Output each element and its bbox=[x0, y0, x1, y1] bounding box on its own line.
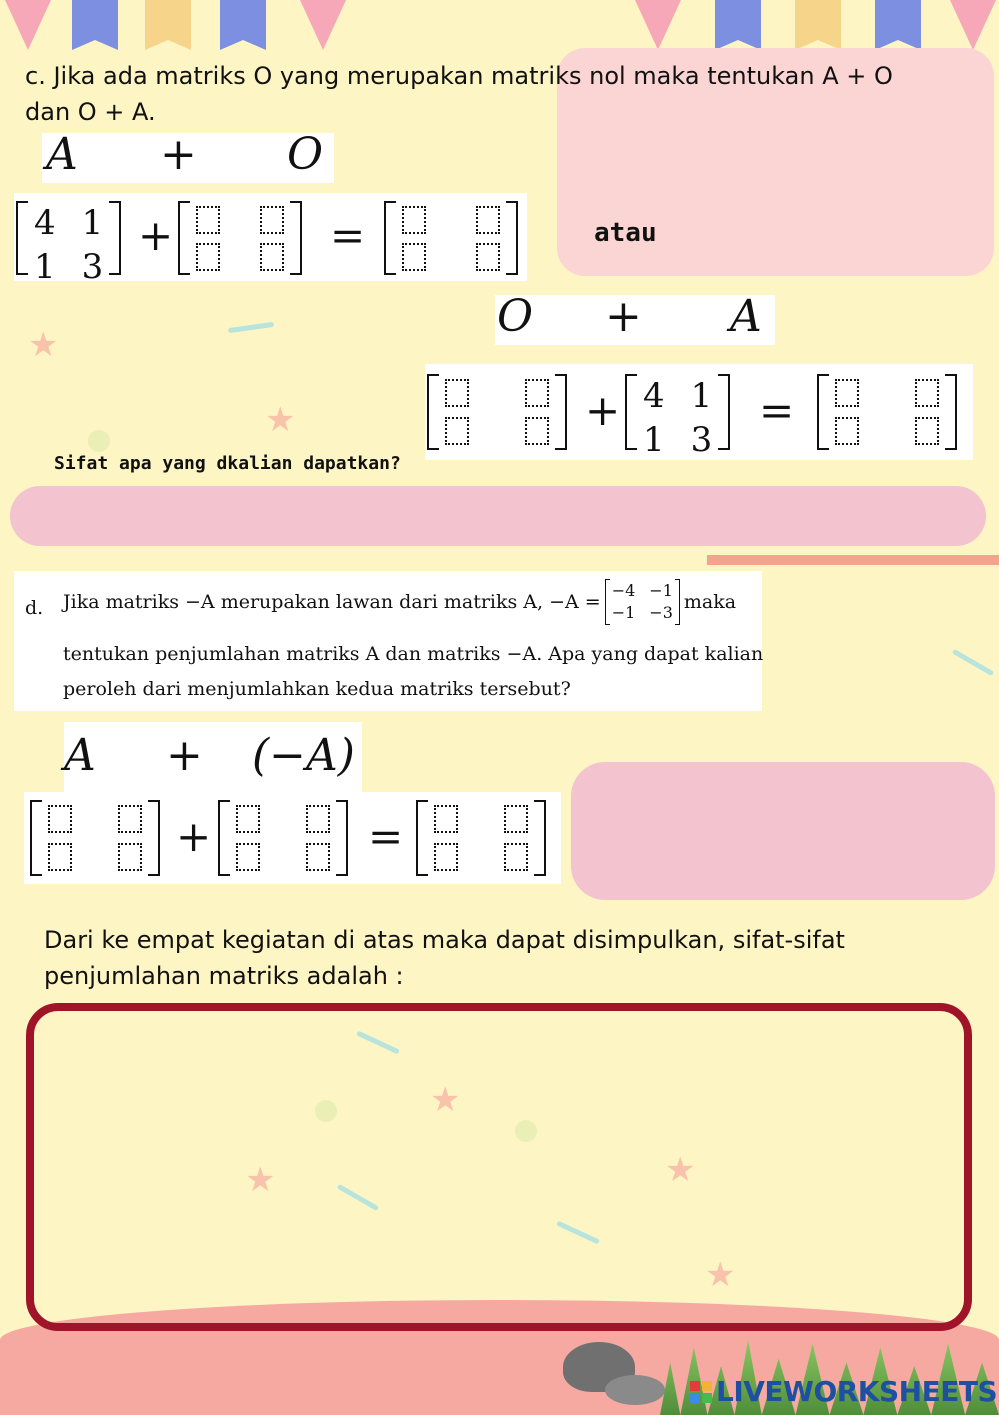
expr-o-plus-a bbox=[495, 291, 775, 345]
divider-line bbox=[707, 555, 999, 565]
rock-decoration bbox=[605, 1375, 665, 1405]
input-box[interactable] bbox=[48, 843, 72, 871]
matrix-o-input bbox=[427, 374, 567, 450]
instruction-d-text-before: Jika matriks −A merupakan lawan dari matriks A, −A = bbox=[63, 590, 601, 613]
instruction-c-line1: c. Jika ada matriks O yang merupakan matriks nol maka tentukan A + O bbox=[25, 62, 893, 90]
input-box[interactable] bbox=[196, 206, 220, 234]
bunting-left bbox=[0, 0, 360, 60]
dash-decoration bbox=[952, 649, 994, 676]
neg-matrix-a-21: −1 bbox=[611, 603, 636, 622]
dot-decoration bbox=[88, 430, 110, 452]
input-box[interactable] bbox=[915, 379, 939, 407]
star-decoration: ★ bbox=[705, 1255, 736, 1295]
equation-o-plus-a bbox=[425, 364, 973, 460]
input-box[interactable] bbox=[835, 379, 859, 407]
input-box[interactable] bbox=[525, 379, 549, 407]
matrix-a bbox=[625, 374, 730, 460]
equals-sign: = bbox=[330, 211, 366, 260]
expr-a-plus-neg-a bbox=[64, 722, 362, 792]
symbol-o: O bbox=[287, 129, 324, 180]
input-box[interactable] bbox=[476, 243, 500, 271]
atau-label: atau bbox=[594, 218, 657, 248]
equals-sign: = bbox=[368, 812, 404, 861]
input-box[interactable] bbox=[445, 379, 469, 407]
equation-a-plus-o bbox=[14, 193, 527, 287]
instruction-d-line3: peroleh dari menjumlahkan kedua matriks tersebut? bbox=[63, 678, 571, 700]
star-decoration: ★ bbox=[245, 1160, 276, 1200]
input-box[interactable] bbox=[196, 243, 220, 271]
plus-sign: + bbox=[585, 386, 621, 435]
matrix-a-22: 3 bbox=[81, 247, 104, 287]
matrix-o-input bbox=[178, 201, 302, 275]
star-decoration: ★ bbox=[665, 1150, 696, 1190]
instruction-c bbox=[25, 58, 955, 130]
input-box[interactable] bbox=[434, 805, 458, 833]
symbol-a: A bbox=[64, 730, 96, 781]
instruction-d-text-after: maka bbox=[683, 590, 737, 613]
matrix-a-11: 4 bbox=[643, 376, 665, 416]
instruction-d bbox=[14, 571, 762, 711]
answer-box-c2[interactable] bbox=[10, 486, 986, 546]
instruction-c-line2: dan O + A. bbox=[25, 98, 156, 126]
input-box[interactable] bbox=[260, 206, 284, 234]
matrix-a-12: 1 bbox=[81, 203, 104, 243]
input-box[interactable] bbox=[525, 417, 549, 445]
equals-sign: = bbox=[759, 386, 795, 435]
symbol-plus: + bbox=[160, 129, 197, 180]
neg-matrix-a-12: −1 bbox=[649, 581, 673, 600]
input-box[interactable] bbox=[236, 805, 260, 833]
matrix-result-input bbox=[416, 800, 546, 876]
symbol-plus: + bbox=[605, 291, 642, 342]
input-box[interactable] bbox=[306, 805, 330, 833]
input-box[interactable] bbox=[504, 805, 528, 833]
matrix-result-input bbox=[817, 374, 957, 450]
instruction-d-line2: tentukan penjumlahan matriks A dan matriks −A. Apa yang dapat kalian bbox=[63, 643, 764, 665]
matrix-result-input bbox=[384, 201, 518, 275]
matrix-a-12: 1 bbox=[690, 376, 713, 416]
matrix-a-21: 1 bbox=[643, 420, 665, 460]
matrix-a-22: 3 bbox=[690, 420, 713, 460]
input-box[interactable] bbox=[915, 417, 939, 445]
matrix-a-input bbox=[30, 800, 160, 876]
input-box[interactable] bbox=[402, 243, 426, 271]
conclusion-line2: penjumlahan matriks adalah : bbox=[44, 962, 404, 990]
plus-sign: + bbox=[138, 211, 174, 260]
input-box[interactable] bbox=[835, 417, 859, 445]
star-decoration: ★ bbox=[430, 1080, 461, 1120]
logo-text: LIVEWORKSHEETS bbox=[716, 1375, 998, 1408]
answer-box-d[interactable] bbox=[571, 762, 995, 900]
symbol-a: A bbox=[46, 129, 78, 180]
matrix-neg-a-input bbox=[218, 800, 348, 876]
conclusion-line1: Dari ke empat kegiatan di atas maka dapat disimpulkan, sifat-sifat bbox=[44, 926, 845, 954]
dash-decoration bbox=[228, 322, 274, 333]
input-box[interactable] bbox=[306, 843, 330, 871]
symbol-a: A bbox=[730, 291, 762, 342]
matrix-a-21: 1 bbox=[34, 247, 56, 287]
input-box[interactable] bbox=[402, 206, 426, 234]
input-box[interactable] bbox=[48, 805, 72, 833]
conclusion-text bbox=[44, 922, 944, 994]
input-box[interactable] bbox=[236, 843, 260, 871]
liveworksheets-logo bbox=[690, 1375, 997, 1408]
input-box[interactable] bbox=[476, 206, 500, 234]
equation-a-plus-neg-a bbox=[24, 792, 561, 884]
input-box[interactable] bbox=[118, 843, 142, 871]
instruction-d-line1 bbox=[63, 579, 736, 625]
symbol-o: O bbox=[497, 291, 534, 342]
instruction-d-label: d. bbox=[25, 597, 44, 619]
neg-matrix-a bbox=[605, 579, 680, 625]
star-decoration: ★ bbox=[28, 325, 59, 365]
symbol-plus: + bbox=[166, 730, 203, 781]
input-box[interactable] bbox=[118, 805, 142, 833]
expr-a-plus-o bbox=[42, 129, 334, 183]
input-box[interactable] bbox=[434, 843, 458, 871]
logo-icon bbox=[690, 1381, 712, 1403]
matrix-a-11: 4 bbox=[34, 203, 56, 243]
matrix-a bbox=[16, 201, 121, 287]
neg-matrix-a-11: −4 bbox=[611, 581, 636, 600]
input-box[interactable] bbox=[445, 417, 469, 445]
question-label: Sifat apa yang dkalian dapatkan? bbox=[54, 453, 401, 474]
conclusion-answer-box[interactable] bbox=[26, 1003, 972, 1331]
input-box[interactable] bbox=[260, 243, 284, 271]
star-decoration: ★ bbox=[265, 400, 296, 440]
input-box[interactable] bbox=[504, 843, 528, 871]
neg-matrix-a-22: −3 bbox=[649, 603, 673, 622]
plus-sign: + bbox=[176, 812, 212, 861]
symbol-neg-a: (−A) bbox=[252, 730, 355, 781]
